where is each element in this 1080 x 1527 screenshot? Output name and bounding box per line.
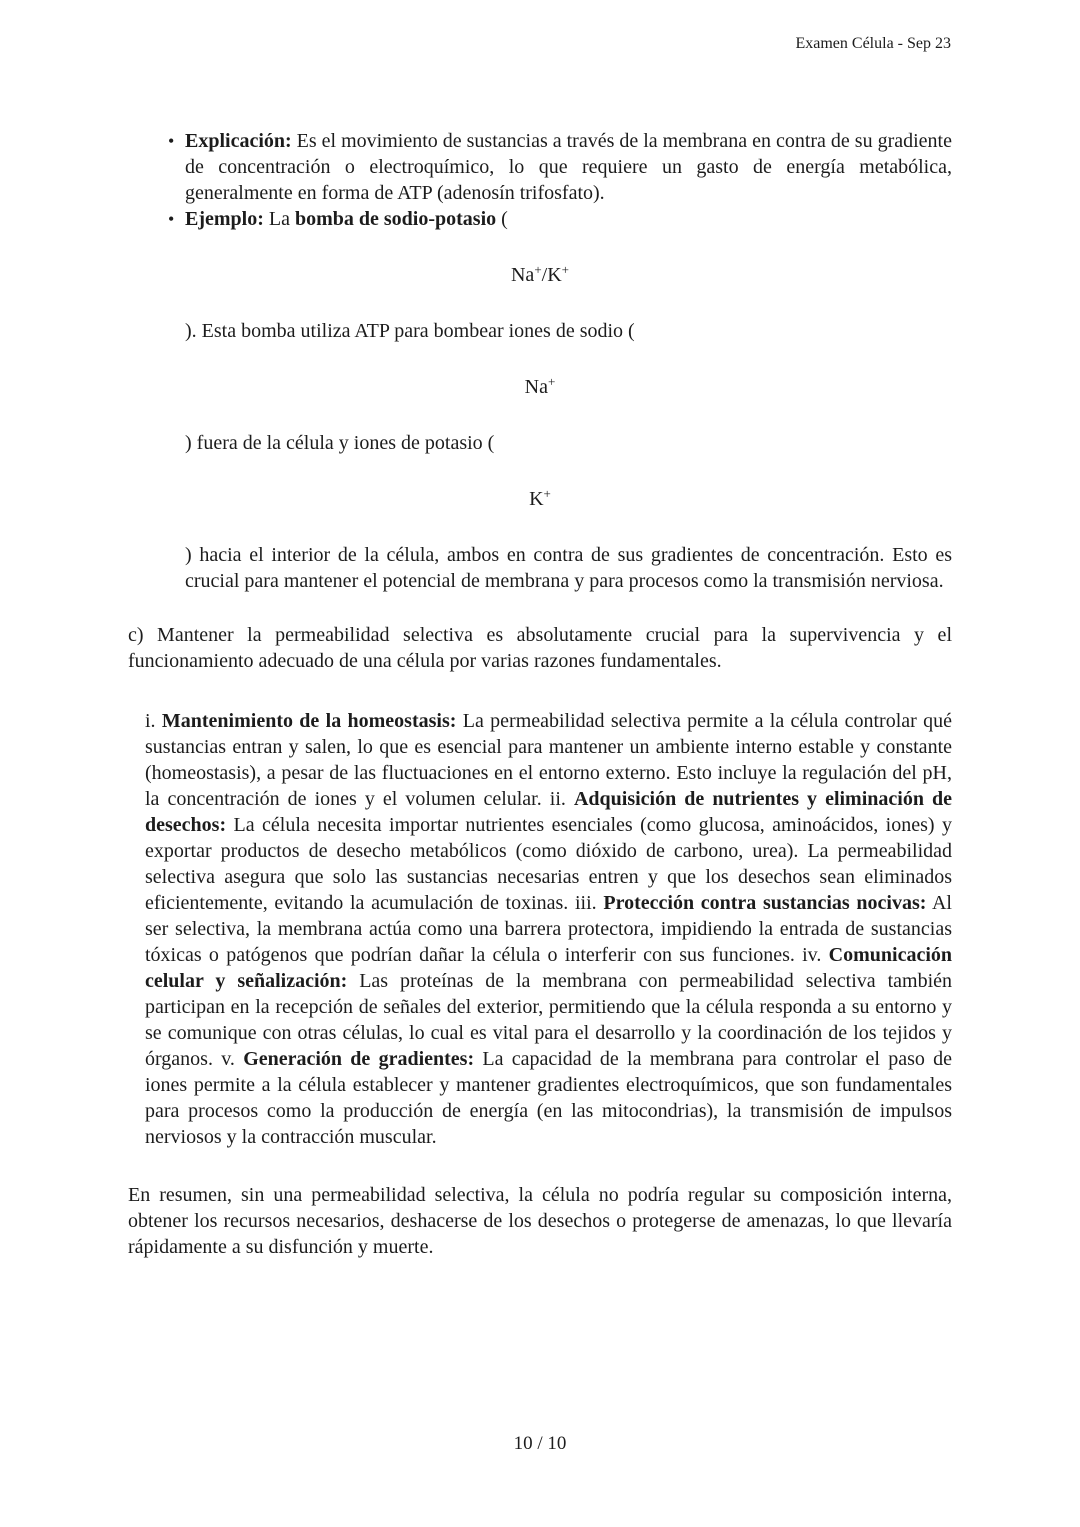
bullet-text: La (263, 208, 295, 230)
text-run: i. (145, 710, 162, 732)
bullet-text: Es el movimiento de sustancias a través de la membrana en contra de su gradiente de concentración o electroquímico, lo que requiere un gasto de energía metabólica, generalmente en forma de ATP (adenosín trifosfato). (185, 130, 952, 204)
bold-run: Generación de gradientes: (243, 1048, 475, 1070)
paragraph-after-na: ) fuera de la célula y iones de potasio ( (185, 432, 495, 454)
bold-run: Protección contra sustancias nocivas: (603, 892, 927, 914)
bold-run: Mantenimiento de la homeostasis: (161, 710, 457, 732)
bullet-item-explicacion (185, 128, 952, 206)
text-run: La célula necesita importar nutrientes esenciales (como glucosa, aminoácidos, iones) y exportar productos de desecho metabólicos (como dióxido de carbono, urea). La permeabilidad selectiva asegura que solo las sustancias necesarias entren y que los desechos sean eliminados eficientemente, evitando la acumulación de toxinas. iii. (145, 814, 952, 914)
formula-superscript: + (547, 374, 556, 389)
text-run: Al ser selectiva, la membrana actúa como una barrera protectora, impidiendo la entrada de sustancias tóxicas o patógenos que podrían dañar la célula o interferir con sus funciones. iv. (145, 892, 952, 966)
paragraph-resumen: En resumen, sin una permeabilidad selectiva, la célula no podría regular su composición interna, obtener los recursos necesarios, deshacerse de los desechos o protegerse de amenazas, lo que llevaría rápidamente a su disfunción y muerte. (128, 1184, 952, 1258)
bullet-text: ( (496, 208, 508, 230)
formula-na-k (128, 262, 952, 288)
formula-superscript: + (543, 486, 551, 501)
reasons-paragraph (145, 708, 952, 1150)
bullet-item-ejemplo (185, 206, 952, 232)
page-content (128, 128, 952, 1260)
bullet-bold-phrase: bomba de sodio-potasio (294, 208, 497, 230)
paragraph-after-k: ) hacia el interior de la célula, ambos en contra de sus gradientes de concentración. Esto es crucial para mantener el potencial de membrana y para procesos como la transmisión nerviosa. (185, 544, 952, 592)
bullet-label: Ejemplo: (185, 208, 264, 230)
text-run: Las proteínas de la membrana con permeabilidad selectiva también participan en la recepción de señales del exterior, permitiendo que la célula responda a su entorno y se comunique con otras células, lo cual es vital para el desarrollo y la coordinación de los tejidos y órganos. v. (145, 970, 953, 1070)
formula-base: K (529, 488, 544, 510)
bold-run: Adquisición de nutrientes y eliminación de desechos: (145, 788, 952, 836)
paragraph-point-c: c) Mantener la permeabilidad selectiva es absolutamente crucial para la supervivencia y el funcionamiento adecuado de una célula por varias razones fundamentales. (128, 624, 952, 672)
formula-na (128, 374, 952, 400)
formula-base: Na (524, 376, 548, 398)
paragraph-after-na-k: ). Esta bomba utiliza ATP para bombear iones de sodio ( (185, 320, 635, 342)
bullet-label: Explicación: (185, 130, 292, 152)
formula-base: /K (541, 264, 562, 286)
text-run: La capacidad de la membrana para controlar el paso de iones permite a la célula establecer y mantener gradientes electroquímicos, que son fundamentales para procesos como la producción de energía (en las mitocondrias), la transmisión de impulsos nerviosos y la contracción muscular. (145, 1048, 952, 1148)
formula-k (128, 486, 952, 512)
formula-superscript: + (534, 262, 542, 277)
page-number: 10 / 10 (513, 1433, 567, 1454)
page-header: Examen Célula - Sep 23 (795, 35, 951, 52)
formula-superscript: + (561, 262, 569, 277)
formula-base: Na (510, 264, 535, 286)
bullet-list (128, 128, 952, 232)
text-run: La permeabilidad selectiva permite a la célula controlar qué sustancias entran y salen, lo que es esencial para mantener un ambiente interno estable y constante (homeostasis), a pesar de las fluctuaciones en el entorno externo. Esto incluye la regulación del pH, la concentración de iones y el volumen celular. ii. (145, 710, 952, 810)
bold-run: Comunicación celular y señalización: (145, 944, 952, 992)
